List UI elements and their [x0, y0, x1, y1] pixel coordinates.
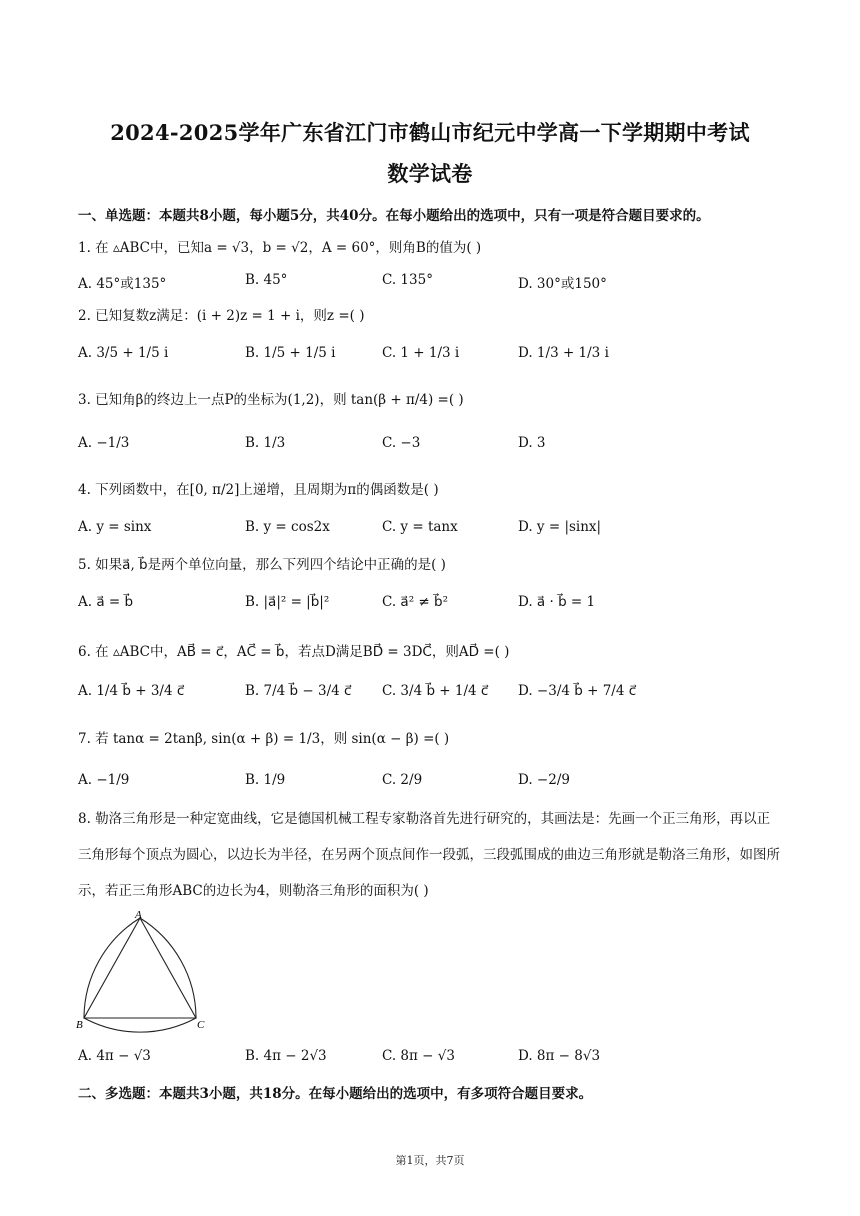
- question-8-option-b: B. 4π − 2√3: [245, 1048, 327, 1064]
- question-4-options: [78, 519, 783, 543]
- vertex-label-a: A: [135, 909, 142, 921]
- question-1-option-c: C. 135°: [382, 272, 433, 288]
- page-footer: 第1页，共7页: [395, 1154, 465, 1167]
- exam-title: 2024-2025学年广东省江门市鹤山市纪元中学高一下学期期中考试: [110, 120, 750, 145]
- question-6-option-a: A. 1/4 b⃗ + 3/4 c⃗: [78, 683, 185, 699]
- question-5-option-c: C. a⃗² ≠ b⃗²: [382, 594, 448, 610]
- question-3-option-d: D. 3: [518, 435, 546, 451]
- question-7-option-b: B. 1/9: [245, 772, 286, 788]
- question-5-option-a: A. a⃗ = b⃗: [78, 594, 134, 610]
- question-2-option-c: C. 1 + 1/3 i: [382, 345, 460, 361]
- question-4-option-a: A. y = sinx: [78, 519, 152, 535]
- question-4-option-c: C. y = tanx: [382, 519, 458, 535]
- question-1-option-a: A. 45°或135°: [78, 276, 167, 292]
- question-1-option-b: B. 45°: [245, 272, 288, 288]
- section-heading-multi-choice: 二、多选题：本题共3小题，共18分。在每小题给出的选项中，有多项符合题目要求。: [78, 1086, 593, 1102]
- question-8-option-c: C. 8π − √3: [382, 1048, 455, 1064]
- question-1-option-d: D. 30°或150°: [518, 276, 607, 292]
- question-7-stem: 7. 若 tanα = 2tanβ, sin(α + β) = 1/3，则 sin(α − β) =( ): [78, 731, 450, 747]
- question-2-option-a: A. 3/5 + 1/5 i: [78, 345, 169, 361]
- reuleaux-triangle-figure: [74, 906, 214, 1036]
- question-8-options: [78, 1048, 783, 1072]
- question-6-option-b: B. 7/4 b⃗ − 3/4 c⃗: [245, 683, 352, 699]
- section-heading-single-choice: 一、单选题：本题共8小题，每小题5分，共40分。在每小题给出的选项中，只有一项是符合题目要求的。: [78, 208, 710, 224]
- question-6-options: [78, 683, 783, 707]
- question-3-options: [78, 435, 783, 459]
- question-2-option-d: D. 1/3 + 1/3 i: [518, 345, 609, 361]
- question-4-stem: 4. 下列函数中，在[0, π/2]上递增，且周期为π的偶函数是( ): [78, 482, 439, 498]
- question-4-option-d: D. y = |sinx|: [518, 519, 602, 535]
- question-2-option-b: B. 1/5 + 1/5 i: [245, 345, 336, 361]
- question-8-option-d: D. 8π − 8√3: [518, 1048, 601, 1064]
- question-7-option-a: A. −1/9: [78, 772, 130, 788]
- question-6-option-d: D. −3/4 b⃗ + 7/4 c⃗: [518, 683, 637, 699]
- equilateral-triangle: [84, 918, 196, 1018]
- question-3-stem: 3. 已知角β的终边上一点P的坐标为(1,2)，则 tan(β + π/4) =( ): [78, 392, 464, 408]
- question-1-stem: 1. 在 ▵ABC中，已知a = √3，b = √2，A = 60°，则角B的值为( ): [78, 240, 482, 256]
- question-1-options: [78, 272, 783, 296]
- question-5-option-d: D. a⃗ · b⃗ = 1: [518, 594, 596, 610]
- question-7-option-c: C. 2/9: [382, 772, 423, 788]
- question-5-option-b: B. |a⃗|² = |b⃗|²: [245, 594, 330, 610]
- question-3-option-b: B. 1/3: [245, 435, 286, 451]
- exam-subtitle: 数学试卷: [387, 161, 473, 186]
- vertex-label-b: B: [76, 1019, 83, 1031]
- question-3-option-c: C. −3: [382, 435, 421, 451]
- question-2-stem: 2. 已知复数z满足：(i + 2)z = 1 + i，则z =( ): [78, 308, 365, 324]
- question-6-option-c: C. 3/4 b⃗ + 1/4 c⃗: [382, 683, 489, 699]
- vertex-label-c: C: [197, 1019, 205, 1031]
- question-7-options: [78, 772, 783, 796]
- question-2-options: [78, 345, 783, 369]
- question-8-option-a: A. 4π − √3: [78, 1048, 151, 1064]
- question-5-options: [78, 594, 783, 618]
- question-8-stem: 8. 勒洛三角形是一种定宽曲线，它是德国机械工程专家勒洛首先进行研究的，其画法是：先画一个正三角形，再以正三角形每个顶点为圆心，以边长为半径，在另两个顶点间作一段弧，三段弧围成的曲边三角形就是勒洛三角形，如图所示，若正三角形ABC的边长为4，则勒洛三角形的面积为( ): [78, 811, 780, 899]
- question-5-stem: 5. 如果a⃗, b⃗是两个单位向量，那么下列四个结论中正确的是( ): [78, 557, 446, 573]
- question-6-stem: 6. 在 ▵ABC中，AB⃗ = c⃗，AC⃗ = b⃗，若点D满足BD⃗ = 3DC⃗，则AD⃗ =( ): [78, 644, 510, 660]
- question-3-option-a: A. −1/3: [78, 435, 130, 451]
- question-7-option-d: D. −2/9: [518, 772, 570, 788]
- question-4-option-b: B. y = cos2x: [245, 519, 330, 535]
- reuleaux-curve: [84, 918, 196, 1032]
